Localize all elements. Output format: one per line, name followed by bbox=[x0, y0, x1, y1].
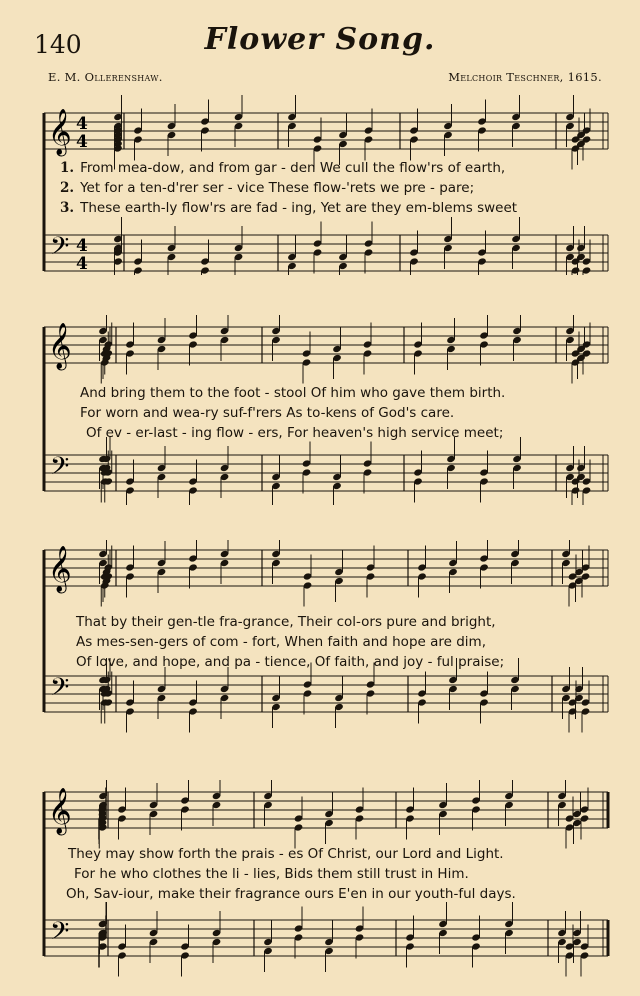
lyric-line: And bring them to the foot - stool Of him who gave them birth. bbox=[80, 385, 506, 401]
svg-text:𝄞: 𝄞 bbox=[48, 323, 72, 369]
svg-text:4: 4 bbox=[76, 254, 88, 274]
svg-text:4: 4 bbox=[76, 132, 88, 152]
svg-text:𝄢: 𝄢 bbox=[50, 673, 70, 708]
lyric-line: 1. From mea-dow, and from gar - den We cull the flow'rs of earth, bbox=[60, 160, 506, 176]
lyric-line: Oh, Sav-iour, make their fragrance ours E'en in our youth-ful days. bbox=[66, 886, 516, 902]
lyric-line: They may show forth the prais - es Of Christ, our Lord and Light. bbox=[68, 846, 504, 862]
lyric-line: Of love, and hope, and pa - tience, Of faith, and joy - ful praise; bbox=[76, 654, 505, 670]
lyric-line: As mes-sen-gers of com - fort, When faith and hope are dim, bbox=[76, 634, 486, 650]
svg-text:𝄞: 𝄞 bbox=[48, 788, 72, 834]
lyric-line: That by their gen-tle fra-grance, Their col-ors pure and bright, bbox=[76, 614, 496, 630]
svg-text:𝄢: 𝄢 bbox=[50, 917, 70, 952]
svg-text:𝄞: 𝄞 bbox=[48, 109, 72, 155]
svg-text:4: 4 bbox=[76, 236, 88, 256]
svg-text:4: 4 bbox=[76, 114, 88, 134]
svg-text:𝄢: 𝄢 bbox=[50, 232, 70, 267]
svg-text:𝄞: 𝄞 bbox=[48, 546, 72, 592]
svg-text:𝄢: 𝄢 bbox=[50, 452, 70, 487]
lyric-line: For worn and wea-ry suf-f'rers As to-kens of God's care. bbox=[80, 405, 455, 421]
lyric-line: Of ev - er-last - ing flow - ers, For heaven's high service meet; bbox=[86, 425, 504, 441]
composer-credit: Melchoir Teschner, 1615. bbox=[448, 70, 602, 84]
page-number: 140 bbox=[34, 30, 82, 59]
lyric-line: For he who clothes the li - lies, Bids them still trust in Him. bbox=[74, 866, 469, 882]
author-credit: E. M. Ollerenshaw. bbox=[48, 70, 163, 84]
lyric-line: 2. Yet for a ten-d'rer ser - vice These flow-'rets we pre - pare; bbox=[60, 180, 475, 196]
hymn-title: Flower Song. bbox=[204, 22, 436, 57]
lyric-line: 3. These earth-ly flow'rs are fad - ing, Yet are they em-blems sweet bbox=[60, 200, 518, 216]
